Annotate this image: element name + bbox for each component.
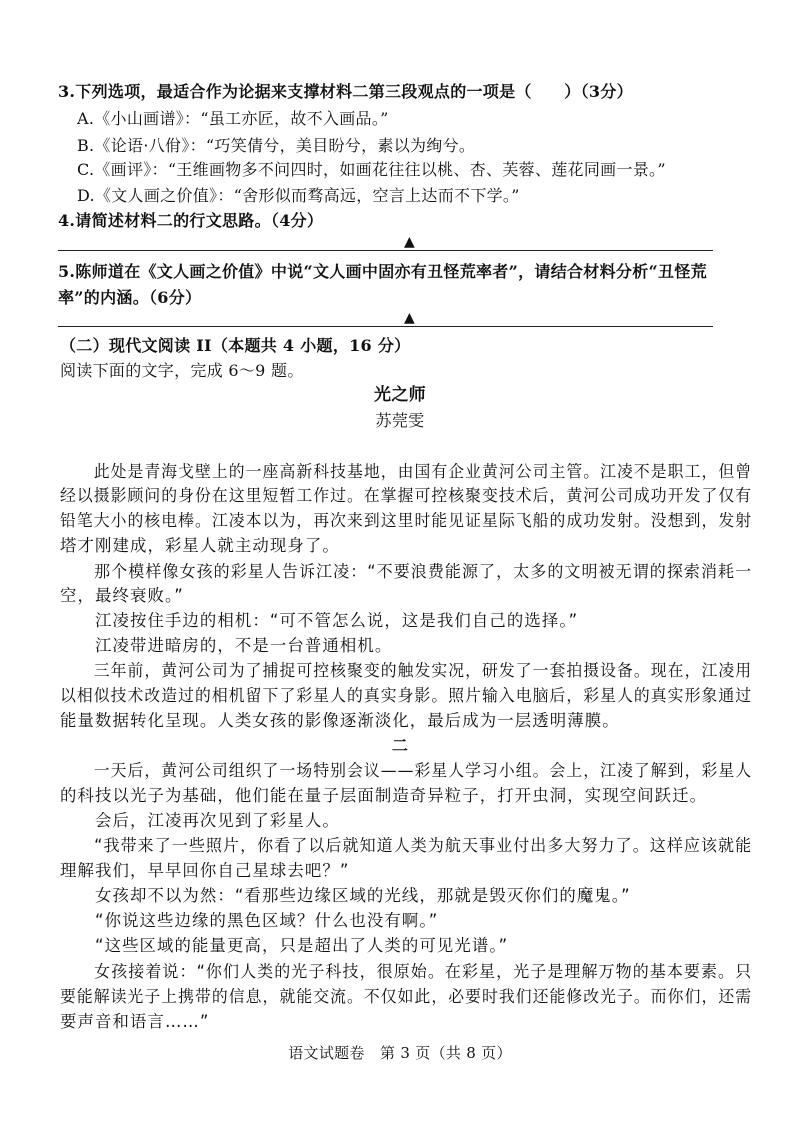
- article-line: “你说这些边缘的黑色区域？什么也没有啊。”: [60, 911, 439, 930]
- question-3-option-b: B.《论语·八佾》：“巧笑倩兮，美目盼兮，素以为绚兮。: [77, 136, 476, 155]
- section-heading: （二）现代文阅读 II（本题共 4 小题，16 分）: [60, 336, 411, 355]
- section-instruction: 阅读下面的文字，完成 6～9 题。: [60, 361, 304, 380]
- article-line: 女孩接着说：“你们人类的光子科技，很原始。在彩星，光子是理解万物的基本要素。只: [60, 962, 753, 981]
- question-5-line-1: 5.陈师道在《文人画之价值》中说“文人画中固亦有丑怪荒率者”，请结合材料分析“丑怪荒: [58, 262, 707, 281]
- article-line: 三年前，黄河公司为了捕捉可控核聚变的触发实况，研发了一套拍摄设备。现在，江凌用: [60, 661, 753, 680]
- article-author: 苏莞雯: [375, 411, 425, 430]
- article-line: 以相似技术改造过的相机留下了彩星人的真实身影。照片输入电脑后，彩星人的真实形象通过: [60, 686, 753, 705]
- question-3-option-c: C.《画评》：“王维画物多不问四时，如画花往往以桃、杏、芙蓉、莲花同画一景。”: [77, 160, 666, 179]
- answer-marker-q4: ▲: [404, 234, 415, 250]
- article-line: 江凌按住手边的相机：“可不管怎么说，这是我们自己的选择。”: [60, 611, 579, 630]
- article-line: 经以摄影顾问的身份在这里短暂工作过。在掌握可控核聚变技术后，黄河公司成功开发了仅有: [60, 486, 753, 505]
- question-3-stem: 3.下列选项，最适合作为论据来支撑材料二第三段观点的一项是（ ）（3分）: [58, 82, 633, 101]
- question-5-line-2: 率”的内涵。（6分）: [58, 288, 202, 307]
- article-line: 理解我们，早早回你自己星球去吧？”: [60, 861, 350, 880]
- article-line: “我带来了一些照片，你看了以后就知道人类为航天事业付出多大努力了。这样应该就能: [60, 836, 753, 855]
- article-line: “这些区域的能量更高，只是超出了人类的可见光谱。”: [60, 936, 509, 955]
- article-line: 要声音和语言……”: [60, 1012, 210, 1031]
- article-line: 女孩却不以为然：“看那些边缘区域的光线，那就是毁灭你们的魔鬼。”: [60, 886, 631, 905]
- article-line: 会后，江凌再次见到了彩星人。: [60, 811, 340, 830]
- part-two-label: 二: [391, 736, 409, 755]
- article-line: 空，最终衰败。”: [60, 586, 184, 605]
- article-line: 那个模样像女孩的彩星人告诉江凌：“不要浪费能源了，太多的文明被无谓的探索消耗一: [60, 562, 753, 581]
- page-footer: 语文试题卷 第 3 页（共 8 页）: [288, 1044, 512, 1062]
- article-line: 能量数据转化呈现。人类女孩的影像逐渐淡化，最后成为一层透明薄膜。: [60, 711, 620, 730]
- article-line: 此处是青海戈壁上的一座高新科技基地，由国有企业黄河公司主管。江凌不是职工，但曾: [60, 462, 753, 481]
- article-line: 江凌带进暗房的，不是一台普通相机。: [60, 636, 393, 655]
- question-3-option-a: A.《小山画谱》：“虽工亦匠，故不入画品。”: [77, 109, 389, 128]
- answer-marker-q5: ▲: [404, 310, 415, 326]
- article-line: 要能解读光子上携带的信息，就能交流。不仅如此，必要时我们还能修改光子。而你们，还需: [60, 987, 753, 1006]
- article-line: 一天后，黄河公司组织了一场特别会议——彩星人学习小组。会上，江凌了解到，彩星人: [60, 761, 753, 780]
- question-3-option-d: D.《文人画之价值》：“舍形似而骛高远，空言上达而不下学。”: [77, 186, 520, 205]
- question-4-text: 4.请简述材料二的行文思路。（4分）: [58, 211, 324, 230]
- article-line: 塔才刚建成，彩星人就主动现身了。: [60, 536, 340, 555]
- article-line: 的科技以光子为基础，他们能在量子层面制造奇异粒子，打开虫洞，实现空间跃迁。: [60, 786, 708, 805]
- answer-line-q5: [58, 326, 713, 327]
- answer-line-q4: [58, 250, 713, 251]
- article-title: 光之师: [374, 385, 426, 405]
- article-line: 铅笔大小的核电棒。江凌本以为，再次来到这里时能见证星际飞船的成功发射。没想到，发射: [60, 511, 753, 530]
